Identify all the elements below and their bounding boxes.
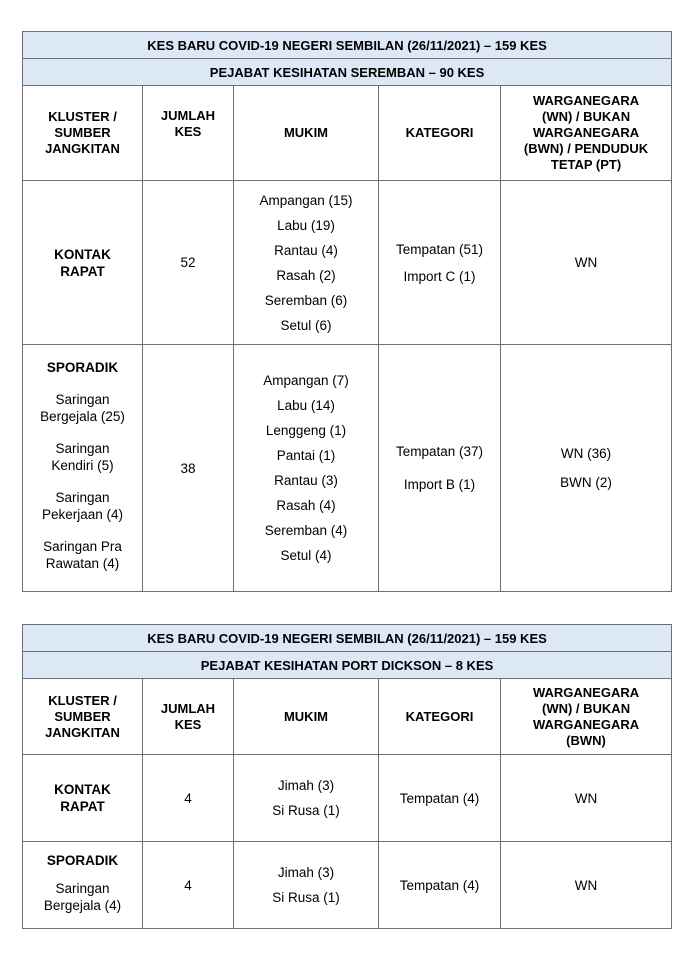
kluster-cell bbox=[23, 345, 143, 592]
kluster-item: Bergejala (4) bbox=[43, 898, 122, 913]
table-row bbox=[23, 181, 672, 345]
header-line: (BWN) / PENDUDUK bbox=[523, 141, 649, 156]
kategori-cell bbox=[379, 345, 501, 592]
header-jumlah bbox=[143, 86, 234, 181]
header-warga bbox=[501, 86, 672, 181]
mukim-cell bbox=[234, 345, 379, 592]
mukim-item: Pantai (1) bbox=[276, 448, 336, 463]
header-mukim: MUKIM bbox=[234, 679, 379, 755]
header-kluster bbox=[23, 679, 143, 755]
table-row bbox=[23, 755, 672, 842]
kluster-item: Saringan bbox=[55, 881, 110, 896]
table-row bbox=[23, 345, 672, 592]
header-kluster bbox=[23, 86, 143, 181]
kategori-item: Import C (1) bbox=[403, 268, 476, 284]
kluster-title: SPORADIK bbox=[46, 360, 119, 375]
mukim-item: Seremban (4) bbox=[264, 523, 348, 538]
table-row bbox=[23, 842, 672, 929]
warga-cell: WN bbox=[501, 755, 672, 842]
kluster-item: Saringan Pra bbox=[43, 539, 122, 554]
mukim-item: Jimah (3) bbox=[277, 778, 335, 793]
kluster-line: RAPAT bbox=[60, 799, 105, 814]
kategori-item: Import B (1) bbox=[403, 477, 476, 492]
mukim-item: Rantau (3) bbox=[274, 473, 338, 488]
warga-item: WN (36) bbox=[560, 446, 612, 461]
kluster-item: Bergejala (25) bbox=[40, 409, 125, 424]
header-line: (BWN) bbox=[566, 732, 606, 748]
port-dickson-table bbox=[22, 624, 672, 929]
kluster-cell bbox=[23, 842, 143, 929]
header-jumlah bbox=[143, 679, 234, 755]
header-kategori: KATEGORI bbox=[379, 86, 501, 181]
kluster-line: KONTAK bbox=[54, 246, 111, 262]
kategori-cell: Tempatan (4) bbox=[379, 842, 501, 929]
header-line: KES bbox=[174, 716, 202, 732]
mukim-cell bbox=[234, 755, 379, 842]
header-line: WARGANEGARA bbox=[532, 93, 640, 108]
header-line: JANGKITAN bbox=[45, 724, 120, 740]
kluster-item: Rawatan (4) bbox=[45, 556, 120, 571]
header-line: JUMLAH bbox=[160, 700, 216, 716]
header-line: KLUSTER / bbox=[48, 109, 117, 124]
jumlah-cell: 4 bbox=[143, 842, 234, 929]
kluster-cell bbox=[23, 181, 143, 345]
seremban-table bbox=[22, 31, 672, 592]
header-line: WARGANEGARA bbox=[532, 684, 640, 700]
mukim-item: Seremban (6) bbox=[264, 292, 348, 308]
warga-cell bbox=[501, 345, 672, 592]
header-line: (WN) / BUKAN bbox=[541, 700, 631, 716]
mukim-item: Jimah (3) bbox=[277, 865, 335, 880]
mukim-item: Setul (4) bbox=[280, 548, 332, 563]
warga-item: BWN (2) bbox=[560, 475, 612, 490]
warga-cell: WN bbox=[501, 842, 672, 929]
kluster-item: Saringan bbox=[55, 441, 110, 456]
mukim-item: Ampangan (7) bbox=[263, 373, 349, 388]
header-mukim: MUKIM bbox=[234, 86, 379, 181]
kategori-cell: Tempatan (4) bbox=[379, 755, 501, 842]
header-line: WARGANEGARA bbox=[532, 125, 640, 140]
header-line: KES bbox=[174, 124, 202, 139]
header-kategori: KATEGORI bbox=[379, 679, 501, 755]
mukim-item: Labu (14) bbox=[277, 398, 335, 413]
warga-cell: WN bbox=[501, 181, 672, 345]
kluster-line: KONTAK bbox=[54, 782, 111, 797]
header-warga bbox=[501, 679, 672, 755]
header-line: JANGKITAN bbox=[45, 141, 120, 156]
mukim-item: Rasah (2) bbox=[276, 267, 336, 283]
kluster-title: SPORADIK bbox=[46, 853, 119, 868]
header-line: KLUSTER / bbox=[48, 692, 117, 708]
mukim-cell bbox=[234, 842, 379, 929]
mukim-item: Rasah (4) bbox=[276, 498, 336, 513]
mukim-item: Labu (19) bbox=[277, 217, 335, 233]
header-line: WARGANEGARA bbox=[532, 716, 640, 732]
mukim-item: Lenggeng (1) bbox=[265, 423, 347, 438]
mukim-item: Rantau (4) bbox=[274, 242, 338, 258]
mukim-cell bbox=[234, 181, 379, 345]
kategori-cell bbox=[379, 181, 501, 345]
mukim-item: Si Rusa (1) bbox=[272, 803, 340, 818]
kluster-item: Saringan bbox=[55, 392, 110, 407]
jumlah-cell: 4 bbox=[143, 755, 234, 842]
kluster-cell bbox=[23, 755, 143, 842]
table-title: KES BARU COVID-19 NEGERI SEMBILAN (26/11/2021) – 159 KES bbox=[23, 625, 672, 652]
header-line: (WN) / BUKAN bbox=[541, 109, 631, 124]
mukim-item: Si Rusa (1) bbox=[272, 890, 340, 905]
table-title: KES BARU COVID-19 NEGERI SEMBILAN (26/11/2021) – 159 KES bbox=[23, 32, 672, 59]
kluster-item: Pekerjaan (4) bbox=[41, 507, 124, 522]
kluster-line: RAPAT bbox=[60, 263, 105, 279]
header-line: JUMLAH bbox=[160, 108, 216, 123]
jumlah-cell: 38 bbox=[143, 345, 234, 592]
kategori-item: Tempatan (51) bbox=[395, 241, 484, 257]
mukim-item: Setul (6) bbox=[280, 317, 332, 333]
header-line: SUMBER bbox=[54, 125, 111, 140]
kluster-item: Kendiri (5) bbox=[51, 458, 114, 473]
kategori-item: Tempatan (37) bbox=[395, 444, 484, 459]
jumlah-cell: 52 bbox=[143, 181, 234, 345]
mukim-item: Ampangan (15) bbox=[259, 192, 353, 208]
header-line: TETAP (PT) bbox=[550, 157, 622, 172]
table-subtitle: PEJABAT KESIHATAN SEREMBAN – 90 KES bbox=[23, 59, 672, 86]
header-line: SUMBER bbox=[54, 708, 111, 724]
table-subtitle: PEJABAT KESIHATAN PORT DICKSON – 8 KES bbox=[23, 652, 672, 679]
kluster-item: Saringan bbox=[55, 490, 110, 505]
